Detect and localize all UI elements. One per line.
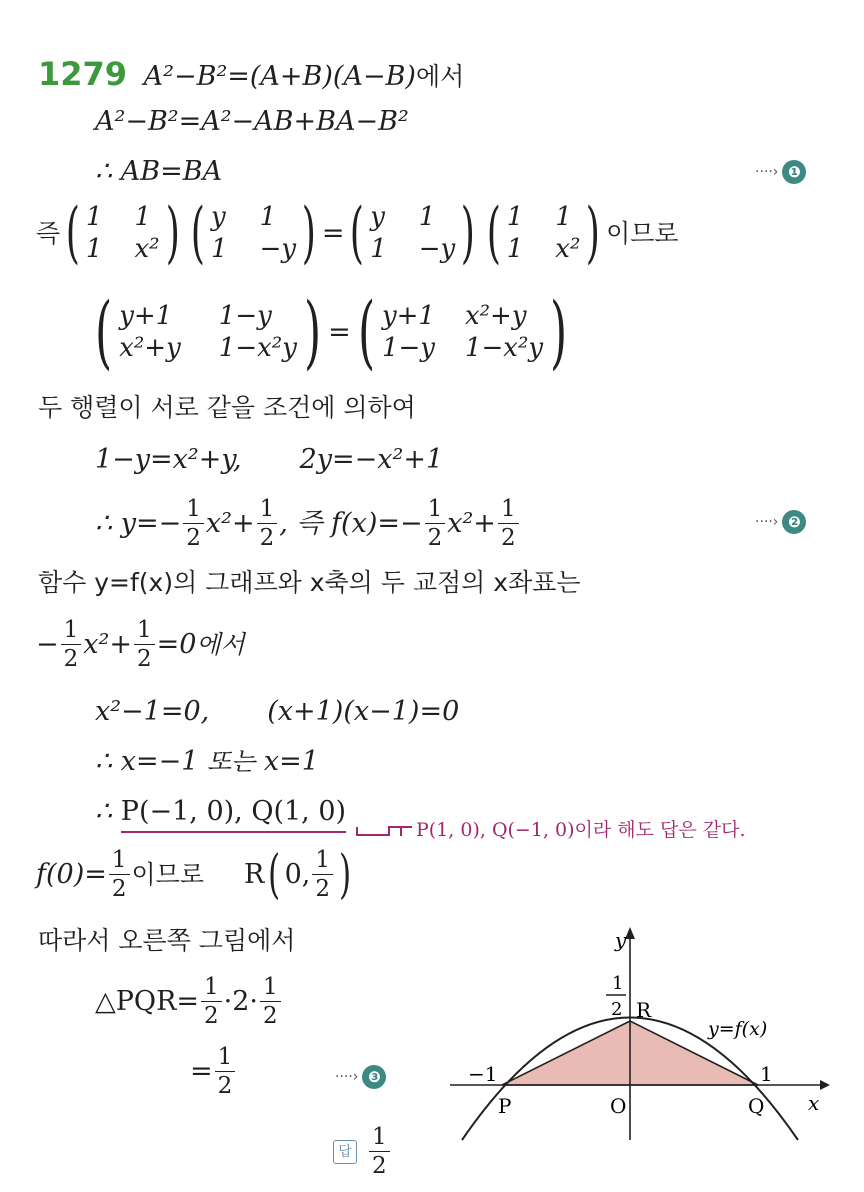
- text-label: 에서: [415, 62, 465, 91]
- equation: A²−B²=(A+B)(A−B): [143, 61, 416, 92]
- matrix-5: ( y+1 1−y x²+y 1−x²y ): [95, 285, 322, 378]
- tick-half-den: 2: [611, 999, 623, 1020]
- equation-line-7: 1−y=x²+y, 2y=−x²+1: [95, 444, 444, 475]
- underlined-points: P(−1, 0), Q(1, 0): [121, 796, 346, 833]
- tick-half-num: 1: [612, 973, 624, 994]
- problem-line-1: [38, 55, 465, 93]
- equation-line-2: A²−B²=A²−AB+BA−B²: [95, 106, 409, 137]
- tick-minus-one: −1: [468, 1062, 498, 1086]
- marker-circle: ❸: [362, 1065, 386, 1089]
- equation-line-16: △PQR= $\frac{1}{2}$ ·2· $\frac{1}{2}$: [95, 975, 283, 1028]
- text-line-15: 따라서 오른쪽 그림에서: [38, 926, 296, 955]
- marker-dots: ····›: [755, 514, 779, 530]
- side-note: P(1, 0), Q(−1, 0)이라 해도 답은 같다.: [400, 815, 746, 842]
- step-marker-1: [755, 160, 806, 184]
- equation-line-14: f(0)= $\frac{1}{2}$ 이므로 R ( 0, $\frac{1}{2}$ ): [36, 844, 352, 905]
- matrix-result-line: ( y+1 1−y x²+y 1−x²y ) = ( y+1 x²+y 1−y 1−x²y ): [88, 292, 574, 372]
- answer-icon: 답: [333, 1140, 357, 1164]
- marker-circle: ❶: [782, 160, 806, 184]
- marker-dots: ····›: [755, 164, 779, 180]
- equation-line-8: ∴ y=− $\frac{1}{2}$ x²+ $\frac{1}{2}$ , 즉 f(x)=− $\frac{1}{2}$ x²+ $\frac{1}{2}$: [95, 497, 521, 550]
- tick-one: 1: [760, 1062, 773, 1086]
- label-r: R: [636, 998, 652, 1022]
- matrix-equation-line: 즉 ( 1 1 1 x² ) ( y 1 1 −y ) = ( y 1 1 −y ) ( 1 1 1 x² ) 이므로: [36, 194, 679, 271]
- step-marker-2: [755, 510, 806, 534]
- x-axis-label: x: [808, 1091, 820, 1115]
- equation-line-11: x²−1=0, (x+1)(x−1)=0: [95, 696, 460, 727]
- label-p: P: [498, 1094, 512, 1118]
- y-axis-label: y: [615, 928, 627, 952]
- text-line-6: 두 행렬이 서로 같을 조건에 의하여: [38, 393, 416, 422]
- text-label: 이므로: [606, 218, 679, 248]
- text-label: 즉: [36, 218, 61, 248]
- problem-number: 1279: [38, 55, 128, 93]
- matrix-3: ( y 1 1 −y ): [350, 194, 476, 271]
- equation-line-17: = $\frac{1}{2}$: [190, 1045, 237, 1098]
- text-line-9: 함수 y=f(x)의 그래프와 x축의 두 교점의 x좌표는: [38, 568, 581, 597]
- answer-line: 답 $\frac{1}{2}$: [333, 1125, 392, 1178]
- matrix-6: ( y+1 x²+y 1−y 1−x²y ): [357, 285, 568, 378]
- label-o: O: [610, 1094, 627, 1118]
- label-q: Q: [748, 1094, 765, 1118]
- step-marker-3: [335, 1065, 386, 1089]
- matrix-4: ( 1 1 1 x² ): [486, 194, 601, 271]
- curve-label: y=f(x): [708, 1018, 768, 1040]
- equation-line-13: ∴ P(−1, 0), Q(1, 0): [95, 798, 346, 825]
- marker-circle: ❷: [782, 510, 806, 534]
- equation-line-12: ∴ x=−1 또는 x=1: [95, 746, 319, 777]
- matrix-1: ( 1 1 1 x² ): [65, 194, 180, 271]
- matrix-2: ( y 1 1 −y ): [191, 194, 317, 271]
- equation-line-3: ∴ AB=BA: [95, 156, 223, 187]
- parabola-graph: [440, 925, 830, 1145]
- equation-line-10: − $\frac{1}{2}$ x²+ $\frac{1}{2}$ =0 에서: [36, 617, 245, 673]
- note-connector: [355, 825, 405, 839]
- marker-dots: ····›: [335, 1069, 359, 1085]
